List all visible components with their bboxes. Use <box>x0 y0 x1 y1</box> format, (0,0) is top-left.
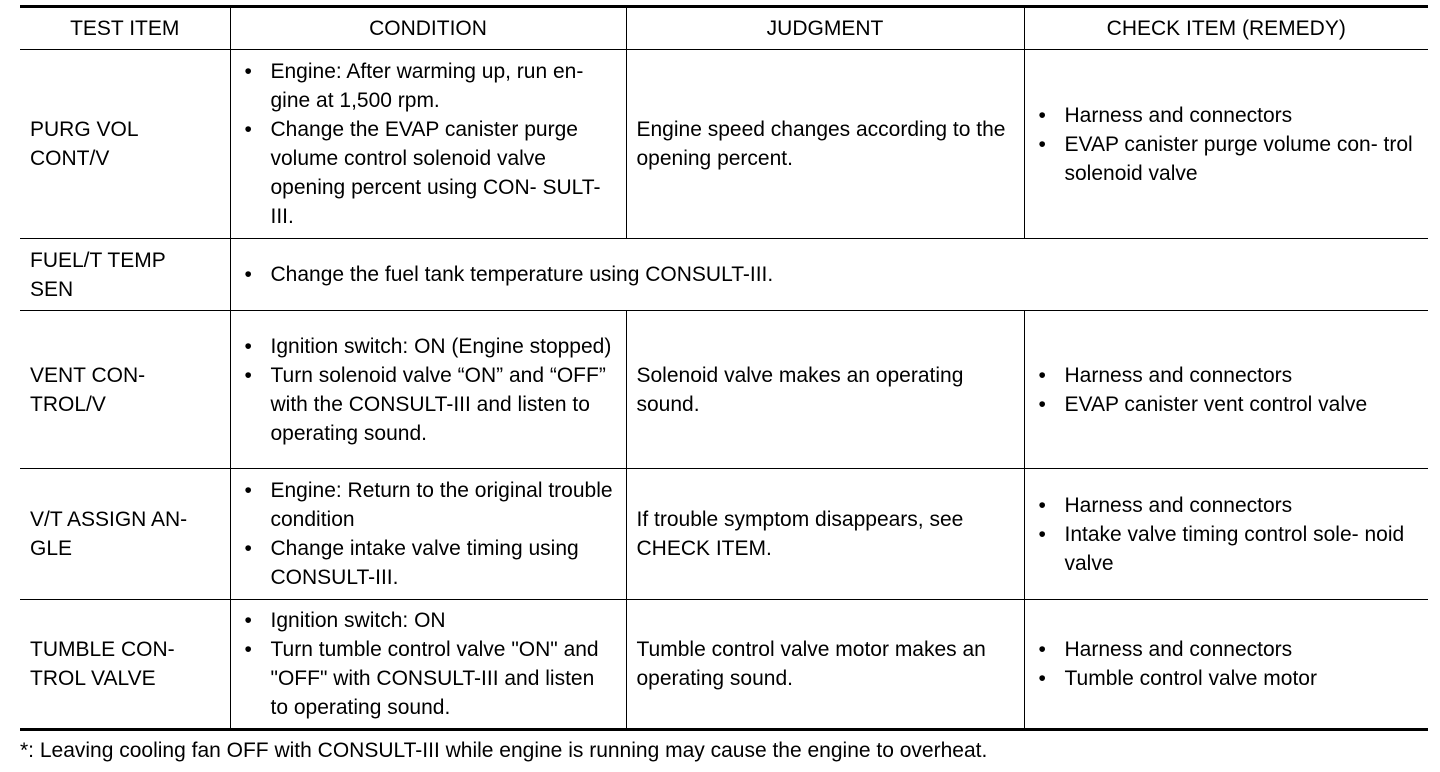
check-item-cell <box>1024 311 1428 469</box>
condition-cell <box>230 469 626 600</box>
test-item-line: V/T ASSIGN AN- <box>30 508 188 531</box>
header-condition: CONDITION <box>230 7 626 50</box>
test-item-line: PURG VOL <box>30 118 139 141</box>
judgment-cell: If trouble symptom disappears, see CHECK ITEM. <box>626 469 1024 600</box>
test-item-line: TROL VALVE <box>30 667 156 690</box>
test-item-line: TROL/V <box>30 392 106 416</box>
check-bullet: • Harness and connectors <box>1035 361 1419 390</box>
judgment-cell: Solenoid valve makes an operating sound. <box>626 311 1024 469</box>
test-item-line: FUEL/T TEMP <box>30 248 166 272</box>
check-bullet: • Intake valve timing control sole- noid valve <box>1035 520 1419 578</box>
check-bullet: • EVAP canister vent control valve <box>1035 390 1419 419</box>
check-bullet: • EVAP canister purge volume con- trol solenoid valve <box>1035 130 1419 188</box>
header-row <box>20 7 1428 50</box>
check-item-cell <box>1024 50 1428 239</box>
condition-bullet: • Change intake valve timing using CONSULT-III. <box>241 534 616 592</box>
footnote: *: Leaving cooling fan OFF with CONSULT-III while engine is running may cause the engine to overheat. <box>20 739 988 762</box>
header-judgment: JUDGMENT <box>626 7 1024 50</box>
test-item-cell <box>20 239 230 311</box>
condition-cell <box>230 239 1428 311</box>
test-item-cell <box>20 600 230 730</box>
check-item-cell <box>1024 600 1428 730</box>
judgment-cell: Tumble control valve motor makes an operating sound. <box>626 600 1024 730</box>
test-item-line: CONT/V <box>30 147 110 170</box>
test-item-cell <box>20 50 230 239</box>
test-item-cell <box>20 469 230 600</box>
condition-cell <box>230 600 626 730</box>
check-bullet: • Tumble control valve motor <box>1035 664 1419 693</box>
check-bullet: • Harness and connectors <box>1035 491 1419 520</box>
condition-bullet: • Turn tumble control valve "ON" and "OFF" with CONSULT-III and listen to operating sound. <box>241 635 616 722</box>
active-test-table <box>20 5 1428 731</box>
condition-cell <box>230 311 626 469</box>
test-item-line: VENT CON- <box>30 363 146 387</box>
check-item-cell <box>1024 469 1428 600</box>
condition-bullet: • Turn solenoid valve “ON” and “OFF” with the CONSULT-III and listen to operating sound. <box>241 361 616 448</box>
condition-bullet: • Change the EVAP canister purge volume control solenoid valve opening percent using CON- SULT-III. <box>241 115 616 231</box>
test-item-line: GLE <box>30 537 73 560</box>
header-test-item: TEST ITEM <box>20 7 230 50</box>
test-item-line: SEN <box>30 277 74 301</box>
table-row <box>20 600 1428 730</box>
condition-cell <box>230 50 626 239</box>
test-item-line: TUMBLE CON- <box>30 638 175 661</box>
table-row <box>20 50 1428 239</box>
judgment-cell: Engine speed changes according to the opening percent. <box>626 50 1024 239</box>
check-bullet: • Harness and connectors <box>1035 635 1419 664</box>
header-check-item: CHECK ITEM (REMEDY) <box>1024 7 1428 50</box>
table-row <box>20 469 1428 600</box>
condition-bullet: • Engine: Return to the original trouble condition <box>241 476 616 534</box>
condition-bullet: • Change the fuel tank temperature using CONSULT-III. <box>241 260 1419 289</box>
table-row <box>20 311 1428 469</box>
condition-bullet: • Engine: After warming up, run en- gine at 1,500 rpm. <box>241 57 616 115</box>
condition-bullet: • Ignition switch: ON (Engine stopped) <box>241 332 616 361</box>
check-bullet: • Harness and connectors <box>1035 101 1419 130</box>
table-row <box>20 239 1428 311</box>
test-item-cell <box>20 311 230 469</box>
condition-bullet: • Ignition switch: ON <box>241 606 616 635</box>
